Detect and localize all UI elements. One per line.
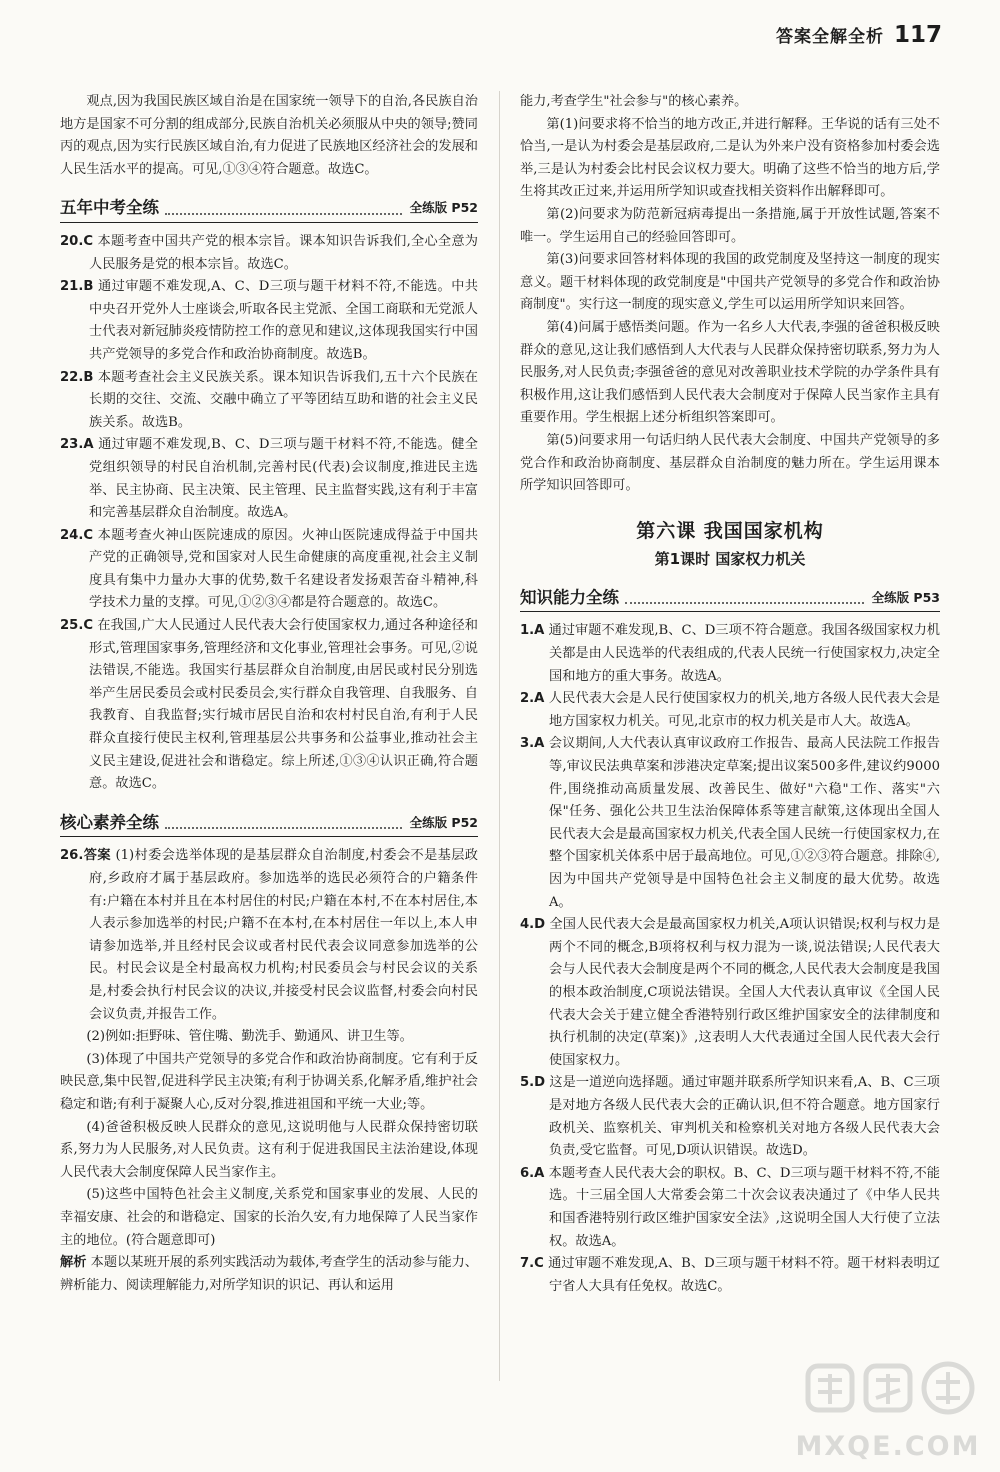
answer-item: [60, 525, 478, 615]
answer-number: 23.A: [60, 437, 94, 453]
answer-text: 本题考查人民代表大会的职权。B、C、D三项与题干材料不符,不能选。十三届全国人大常委会第二十次会议表决通过了《中华人民共和国香港特别行政区维护国家安全法》,这说明全国人大行使了立法权。故选A。: [548, 1165, 940, 1249]
right-column: [520, 91, 940, 1381]
site-watermark: [788, 1358, 988, 1462]
answer-item: [520, 1253, 940, 1298]
answer-item: [60, 276, 478, 366]
answer-text: 人民代表大会是人民行使国家权力的机关,地方各级人民代表大会是地方国家权力机关。可见,北京市的权力机关是市人大。故选A。: [548, 691, 940, 729]
answer-number: 26.答案: [60, 848, 111, 864]
answer-number: 20.C: [60, 233, 94, 249]
answer-item: [520, 1072, 940, 1162]
answer-text: 本题考查中国共产党的根本宗旨。课本知识告诉我们,全心全意为人民服务是党的根本宗旨。故选C。: [89, 233, 478, 272]
answer-part-5: (5)这些中国特色社会主义制度,关系党和国家事业的发展、人民的幸福安康、社会的和谐稳定、国家的长治久安,有力地保障了人民当家作主的地位。(符合题意即可): [60, 1187, 478, 1248]
section-heading-five-year-exam: [60, 197, 478, 223]
answer-item: [60, 434, 478, 524]
answer-number: 4.D: [520, 917, 546, 933]
answer-number: 22.B: [60, 369, 94, 385]
answer-item: [520, 914, 940, 1072]
answer-text: 这是一道逆向选择题。通过审题并联系所学知识来看,A、B、C三项是对地方各级人民代表大会的正确认识,但不符合题意。地方国家行政机关、监察机关、审判机关和检察机关对地方各级人民代表大会负责,受它监督。可见,D项认识错误。故选D。: [549, 1075, 940, 1159]
answer-part-1: (1)村委会选举体现的是基层群众自治制度,村委会不是基层政府,乡政府才属于基层政府。参加选举的选民必须符合的户籍条件有:户籍在本村并且在本村居住的村民;户籍在本村,不在本村居住,本人表示参加选举的村民;户籍不在本村,在本村居住一年以上,本人申请参加选举,并且经村民会议或者村民代表会议同意参加选举的公民。村民会议是全村最高权力机构;村民委员会与村民会议的关系是,村委会执行村民会议的决议,并接受村民会议监督,村委会向村民会议负责,并报告工作。: [89, 848, 478, 1022]
analysis-label: 解析: [60, 1255, 87, 1271]
column-divider: [499, 91, 500, 1381]
section-title: 五年中考全练: [60, 198, 159, 218]
page-header: [776, 22, 942, 48]
leader-dots: [165, 213, 402, 215]
answer-item: [60, 231, 478, 276]
analysis-question-2: 第(2)问要求为防范新冠病毒提出一条措施,属于开放性试题,答案不唯一。学生运用自己的经验回答即可。: [520, 206, 940, 245]
left-column: [60, 91, 478, 1381]
answer-text: 通过审题不难发现,A、C、D三项与题干材料不符,不能选。中共中央召开党外人士座谈会,听取各民主党派、全国工商联和无党派人士代表对新冠肺炎疫情防控工作的意见和建议,这体现我国实行中国共产党领导的多党合作和政治协商制度。故选B。: [89, 279, 478, 362]
analysis-question-3: 第(3)问要求回答材料体现的我国的政党制度及坚持这一制度的现实意义。题干材料体现的政党制度是"中国共产党领导的多党合作和政治协商制度"。实行这一制度的现实意义,学生可以运用所学知识来回答。: [520, 252, 940, 313]
analysis-text: 本题以某班开展的系列实践活动为载体,考查学生的活动参与能力、辨析能力、阅读理解能力,对所学知识的识记、再认和运用: [60, 1255, 478, 1293]
watermark-text: MXQE.COM: [795, 1431, 981, 1462]
continued-answer-text: 观点,因为我国民族区域自治是在国家统一领导下的自治,各民族自治地方是国家不可分割的组成部分,民族自治机关必须服从中央的领导;赞同丙的观点,因为实行民族区域自治,有力促进了民族地区经济社会的发展和人民生活水平的提高。可见,①③④符合题意。故选C。: [60, 94, 478, 177]
page-number: 117: [893, 22, 942, 48]
section-title: 核心素养全练: [60, 812, 159, 832]
answer-item: [520, 733, 940, 914]
answer-number: 6.A: [520, 1165, 545, 1181]
section-page-ref: 全练版 P52: [409, 814, 478, 830]
answer-item-26: [60, 845, 478, 1026]
leader-dots: [625, 602, 864, 604]
watermark-logo-icon: [788, 1358, 988, 1432]
answer-text: 在我国,广大人民通过人民代表大会行使国家权力,通过各种途径和形式,管理国家事务,管理经济和文化事业,管理社会事务。可见,②说法错误,不能选。我国实行基层群众自治制度,由居民或村民分别选举产生居民委员会或村民委员会,实行群众自我管理、自我服务、自我教育、自我监督;实行城市居民自治和农村村民自治,有利于人民群众直接行使民主权利,管理基层公共事务和公益事业,推动社会主义民主建设,促进社会和谐稳定。综上所述,①③④认识正确,符合题意。故选C。: [89, 618, 478, 792]
section-page-ref: 全练版 P53: [871, 589, 940, 605]
answer-part-2: (2)例如:拒野味、管住嘴、勤洗手、勤通风、讲卫生等。: [86, 1029, 413, 1045]
answer-text: 通过审题不难发现,A、B、D三项与题干材料不符。题干材料表明辽宁省人大具有任免权。故选C。: [548, 1256, 940, 1294]
answer-item: [520, 1163, 940, 1253]
analysis-paragraph: [60, 1252, 478, 1297]
answer-number: 21.B: [60, 279, 94, 295]
answer-number: 3.A: [520, 736, 545, 752]
answer-item: [60, 367, 478, 435]
answer-item: [520, 688, 940, 733]
answer-part-3: (3)体现了中国共产党领导的多党合作和政治协商制度。它有利于反映民意,集中民智,促进科学民主决策;有利于协调关系,化解矛盾,维护社会稳定和谐;有利于凝聚人心,反对分裂,推进祖国和平统一大业;等。: [60, 1051, 478, 1112]
answer-item: [520, 620, 940, 688]
answer-number: 5.D: [520, 1075, 546, 1091]
answer-number: 7.C: [520, 1256, 544, 1272]
section-heading-core-literacy: [60, 812, 478, 838]
lesson-title: 第六课 我国国家机构: [636, 519, 824, 542]
answer-text: 会议期间,人大代表认真审议政府工作报告、最高人民法院工作报告等,审议民法典草案和涉港决定草案;提出议案500多件,建议约9000件,围绕推动高质量发展、改善民生、做好"六稳"工作、落实"六保"任务、强化公共卫生法治保障体系等建言献策,这体现出全国人民代表大会是最高国家权力机关,代表全国人民统一行使国家权力,在整个国家机关体系中居于最高地位。可见,①②③符合题意。排除④,因为中国共产党领导是中国特色社会主义制度的最大优势。故选A。: [548, 736, 940, 910]
analysis-question-5: 第(5)问要求用一句话归纳人民代表大会制度、中国共产党领导的多党合作和政治协商制度、基层群众自治制度的魅力所在。学生运用课本所学知识回答即可。: [520, 432, 940, 494]
analysis-question-1: 第(1)问要求将不恰当的地方改正,并进行解释。王华说的话有三处不恰当,一是认为村委会是基层政府,二是认为外来户没有资格参加村委会选举,三是认为村委会比村民会议权力要大。明确了这些不恰当的地方后,学生将其改正过来,并运用所学知识或查找相关资料作出解释即可。: [520, 116, 940, 200]
answer-text: 本题考查社会主义民族关系。课本知识告诉我们,五十六个民族在长期的交往、交流、交融中确立了平等团结互助和谐的社会主义民族关系。故选B。: [89, 369, 478, 430]
running-title: 答案全解全析: [775, 27, 884, 47]
answer-text: 通过审题不难发现,B、C、D三项不符合题意。我国各级国家权力机关都是由人民选举的代表组成的,代表人民统一行使国家权力,决定全国和地方的重大事务。故选A。: [548, 623, 940, 684]
section-heading-knowledge-ability: [520, 587, 940, 613]
section-page-ref: 全练版 P52: [409, 200, 478, 216]
answer-item: [60, 615, 478, 796]
answer-part-4: (4)爸爸积极反映人民群众的意见,这说明他与人民群众保持密切联系,努力为人民服务,对人民负责。这有利于促进我国民主法治建设,体现人民代表大会制度保障人民当家作主。: [60, 1119, 478, 1180]
answer-number: 25.C: [60, 618, 94, 634]
answer-number: 24.C: [60, 527, 94, 543]
lesson-subtitle: 第1课时 国家权力机关: [654, 550, 806, 569]
answer-text: 全国人民代表大会是最高国家权力机关,A项认识错误;权利与权力是两个不同的概念,B项将权利与权力混为一谈,说法错误;人民代表大会与人民代表大会制度是两个不同的概念,人民代表大会制度是我国的根本政治制度,C项说法错误。全国人大代表认真审议《全国人民代表大会关于建立健全香港特别行政区维护国家安全的法律制度和执行机制的决定(草案)》,这表明人大代表通过全国人民代表大会行使国家权力。: [549, 917, 940, 1068]
analysis-continued: 能力,考查学生"社会参与"的核心素养。: [520, 94, 748, 109]
answer-text: 本题考查火神山医院速成的原因。火神山医院速成得益于中国共产党的正确领导,党和国家对人民生命健康的高度重视,社会主义制度具有集中力量办大事的优势,数千名建设者发扬艰苦奋斗精神,科学技术力量的支撑。可见,①②③④都是符合题意的。故选C。: [89, 527, 478, 611]
answer-number: 1.A: [520, 623, 545, 639]
section-title: 知识能力全练: [520, 587, 619, 607]
answer-number: 2.A: [520, 691, 545, 707]
analysis-question-4: 第(4)问属于感悟类问题。作为一名乡人大代表,李强的爸爸积极反映群众的意见,这让我们感悟到人大代表与人民群众保持密切联系,努力为人民服务,对人民负责;李强爸爸的意见对改善职业技术学院的办学条件具有积极作用,这让我们感悟到人民代表大会制度对于保障人民当家作主具有重要作用。学生根据上述分析组织答案即可。: [520, 319, 940, 426]
answer-text: 通过审题不难发现,B、C、D三项与题干材料不符,不能选。健全党组织领导的村民自治机制,完善村民(代表)会议制度,推进民主选举、民主协商、民主决策、民主管理、民主监督实践,这有利于丰富和完善基层群众自治制度。故选A。: [89, 437, 478, 521]
leader-dots: [165, 827, 402, 829]
